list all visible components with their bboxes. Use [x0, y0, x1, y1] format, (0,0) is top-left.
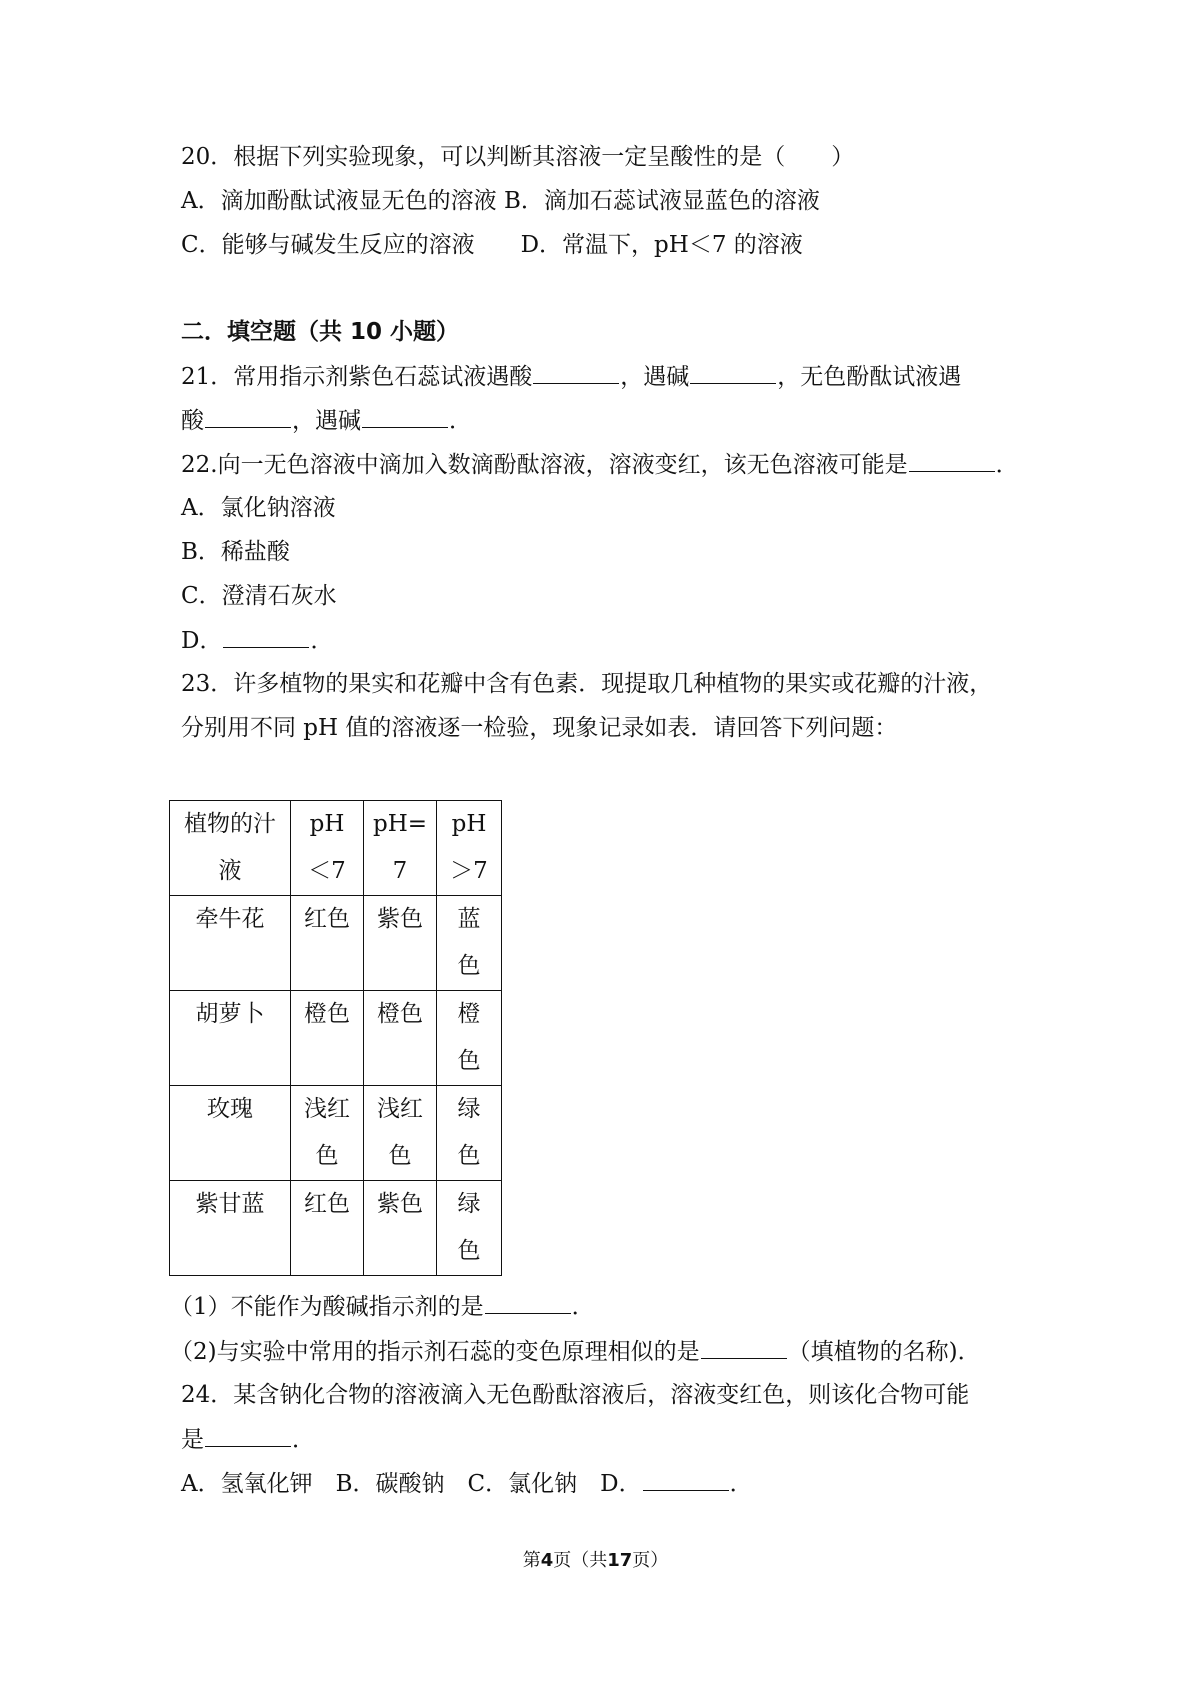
table-header-row — [170, 801, 502, 896]
q22-option-d — [181, 625, 333, 655]
q21-line1 — [181, 361, 961, 391]
q21-blank-3[interactable] — [205, 405, 291, 428]
q20-option-c: C．能够与碱发生反应的溶液 — [181, 232, 475, 258]
table-row — [170, 991, 502, 1086]
q21-text-5: ，遇碱 — [292, 408, 361, 434]
q24-option-d-blank[interactable] — [643, 1468, 729, 1491]
q24-stem-1: 24．某含钠化合物的溶液滴入无色酚酞溶液后，溶液变红色，则该化合物可能 — [181, 1382, 970, 1408]
table-cell-plant: 胡萝卜 — [170, 991, 291, 1086]
table-cell-base: 绿 色 — [437, 1086, 502, 1181]
table-cell-base: 橙 色 — [437, 991, 502, 1086]
q21-line2 — [181, 405, 472, 435]
section-title: 二．填空题（共 10 小题） — [181, 319, 460, 345]
q23-stem-1: 23．许多植物的果实和花瓣中含有色素．现提取几种植物的果实或花瓣的汁液， — [181, 671, 993, 697]
q22-blank[interactable] — [909, 449, 995, 472]
table-header-cell: pH ＜7 — [291, 801, 364, 896]
table-cell-acid: 浅红 色 — [291, 1086, 364, 1181]
q22-option-d-label: D． — [181, 628, 223, 654]
table-header-cell: pH= 7 — [364, 801, 437, 896]
q20-stem — [181, 142, 854, 172]
table-cell-acid: 橙色 — [291, 991, 364, 1086]
q22-option-c: C．澄清石灰水 — [181, 583, 337, 609]
table-row — [170, 1086, 502, 1181]
q21-text-1: 21．常用指示剂紫色石蕊试液遇酸 — [181, 364, 533, 390]
q24-option-d-end: ． — [729, 1471, 753, 1497]
q21-blank-4[interactable] — [362, 405, 448, 428]
q22-option-d-end: ． — [310, 628, 334, 654]
q22-option-a: A．氯化钠溶液 — [181, 495, 336, 521]
table-cell-plant: 玫瑰 — [170, 1086, 291, 1181]
q20-option-d: D．常温下，pH＜7 的溶液 — [520, 232, 803, 258]
q24-stem-2-text: 是 — [181, 1427, 204, 1453]
q24-option-b: B．碳酸钠 — [335, 1471, 445, 1497]
table-row — [170, 1181, 502, 1276]
table-cell-neutral: 紫色 — [364, 1181, 437, 1276]
q23-sub1 — [170, 1291, 595, 1321]
q24-option-a: A．氢氧化钾 — [181, 1471, 313, 1497]
page-total: 17 — [607, 1550, 633, 1571]
q23-sub2-text: （2)与实验中常用的指示剂石蕊的变色原理相似的是 — [170, 1339, 700, 1365]
q21-text-4: 酸 — [181, 408, 204, 434]
q23-sub2-end: （填植物的名称)． — [787, 1339, 981, 1365]
table-header-cell: pH ＞7 — [437, 801, 502, 896]
q24-option-d-label: D． — [600, 1471, 642, 1497]
q21-text-2: ，遇碱 — [620, 364, 690, 390]
q23-sub1-end: ． — [571, 1294, 595, 1320]
q22-stem-text: 22.向一无色溶液中滴加入数滴酚酞溶液，溶液变红，该无色溶液可能是 — [181, 452, 908, 478]
q20-option-b: B．滴加石蕊试液显蓝色的溶液 — [503, 188, 820, 214]
q22-stem-end: ． — [995, 452, 1019, 478]
table-cell-plant: 紫甘蓝 — [170, 1181, 291, 1276]
q24-option-c: C．氯化钠 — [467, 1471, 578, 1497]
q23-sub1-text: （1）不能作为酸碱指示剂的是 — [170, 1294, 484, 1320]
table-cell-base: 蓝 色 — [437, 896, 502, 991]
q21-text-3: ，无色酚酞试液遇 — [777, 364, 962, 390]
q21-blank-2[interactable] — [690, 361, 776, 384]
q20-options-cd — [181, 230, 803, 260]
q22-stem — [181, 449, 1019, 479]
q20-options-ab — [181, 186, 820, 216]
page-footer: 第4页（共17页） — [522, 1550, 669, 1571]
q21-blank-1[interactable] — [533, 361, 619, 384]
table-cell-base: 绿 色 — [437, 1181, 502, 1276]
q23-sub2 — [170, 1336, 981, 1366]
q22-option-d-blank[interactable] — [223, 625, 309, 648]
table-cell-plant: 牵牛花 — [170, 896, 291, 991]
q24-options — [181, 1468, 753, 1498]
q21-text-6: ． — [449, 408, 472, 434]
table-cell-neutral: 紫色 — [364, 896, 437, 991]
table-cell-acid: 红色 — [291, 896, 364, 991]
q23-stem-2: 分别用不同 pH 值的溶液逐一检验，现象记录如表．请回答下列问题： — [181, 715, 898, 741]
q23-sub1-blank[interactable] — [485, 1291, 571, 1314]
table-cell-neutral: 浅红 色 — [364, 1086, 437, 1181]
q23-sub2-blank[interactable] — [701, 1336, 787, 1359]
table-cell-neutral: 橙色 — [364, 991, 437, 1086]
table-row — [170, 896, 502, 991]
page-number: 4 — [540, 1550, 554, 1571]
q24-blank[interactable] — [205, 1424, 291, 1447]
q20-option-a: A．滴加酚酞试液显无色的溶液 — [181, 188, 497, 214]
q24-stem-2-end: ． — [292, 1427, 315, 1453]
table-cell-acid: 红色 — [291, 1181, 364, 1276]
table-header-cell: 植物的汁 液 — [170, 801, 291, 896]
ph-color-table — [169, 800, 502, 1276]
q22-option-b: B．稀盐酸 — [181, 539, 290, 565]
q20-stem-text: 20．根据下列实验现象，可以判断其溶液一定呈酸性的是（ ） — [181, 144, 855, 170]
q24-stem-2 — [181, 1424, 315, 1454]
